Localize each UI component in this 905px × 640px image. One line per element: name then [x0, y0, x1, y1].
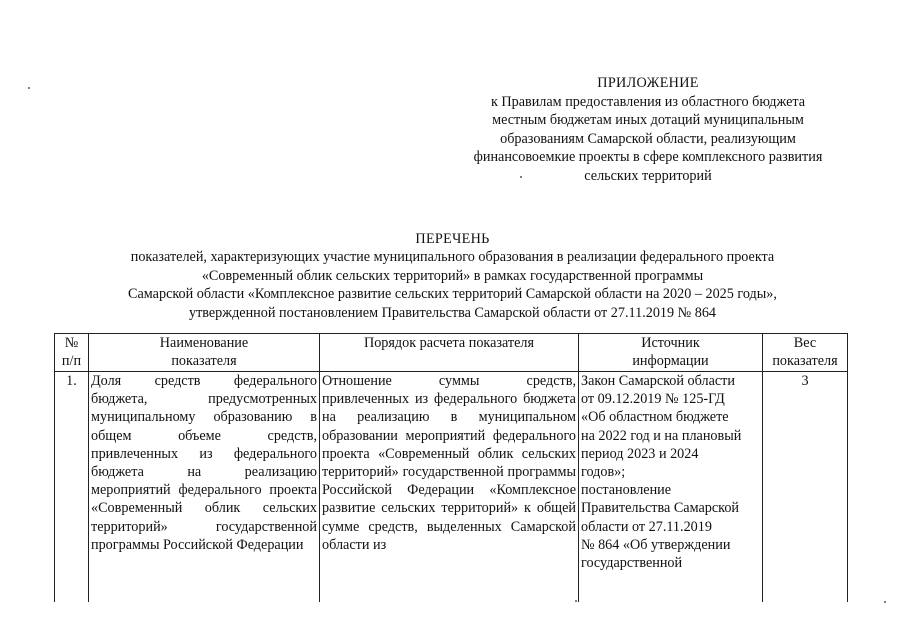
row-num: 1. [55, 372, 89, 603]
appendix-line: сельских территорий [584, 167, 712, 184]
appendix-line: образованиям Самарской области, реализующим [500, 130, 796, 147]
header-method: Порядок расчета показателя [320, 334, 579, 372]
table-header-row [55, 334, 848, 372]
heading-line: Самарской области «Комплексное развитие сельских территорий Самарской области на 2020 – 2025 годы», [128, 286, 777, 303]
scan-speck [884, 601, 886, 603]
appendix-line: местным бюджетам иных дотаций муниципальным [492, 112, 804, 129]
document-heading [60, 230, 845, 322]
table-row [55, 372, 848, 603]
heading-title: ПЕРЕЧЕНЬ [415, 231, 490, 247]
heading-line: показателей, характеризующих участие муниципального образования в реализации федерального проекта [130, 249, 775, 266]
heading-line: утвержденной постановлением Правительства Самарской области от 27.11.2019 № 864 [188, 304, 717, 321]
header-weight: Вес показателя [763, 334, 848, 372]
row-info-source: Закон Самарской области от 09.12.2019 № 125-ГД «Об областном бюджете на 2022 год и на плановый период 2023 и 2024 годов»; постановление Правительства Самарской области от 27.11.2019 № 864 «Об утверждении государственной [579, 372, 763, 603]
indicators-table [54, 333, 848, 602]
scan-speck [575, 600, 577, 602]
scan-speck [520, 176, 522, 178]
row-weight: 3 [763, 372, 848, 603]
scan-speck [28, 87, 30, 89]
appendix-line: к Правилам предоставления из областного бюджета [490, 93, 806, 110]
header-name: Наименование показателя [89, 334, 320, 372]
appendix-block [458, 74, 838, 186]
appendix-line: финансовоемкие проекты в сфере комплексного развития [473, 149, 823, 166]
header-source: Источник информации [579, 334, 763, 372]
header-num: № п/п [55, 334, 89, 372]
heading-line: «Современный облик сельских территорий» в рамках государственной программы [201, 267, 704, 284]
row-indicator-name: Доля средств федерального бюджета, предусмотренных муниципальному образованию в общем объеме средств, привлеченных из федерального бюджета на реализацию мероприятий федерального проекта «Современный облик сельских территорий» государственной программы Российской Федерации [89, 372, 320, 603]
appendix-title: ПРИЛОЖЕНИЕ [597, 75, 699, 91]
row-calculation-method: Отношение суммы средств, привлеченных из федерального бюджета на реализацию в муниципальном образовании мероприятий федерального проекта «Современный облик сельских территорий» государственной программы Российской Федерации «Комплексное развитие сельских территорий» к общей сумме средств, выделенных Самарской области из [320, 372, 579, 603]
